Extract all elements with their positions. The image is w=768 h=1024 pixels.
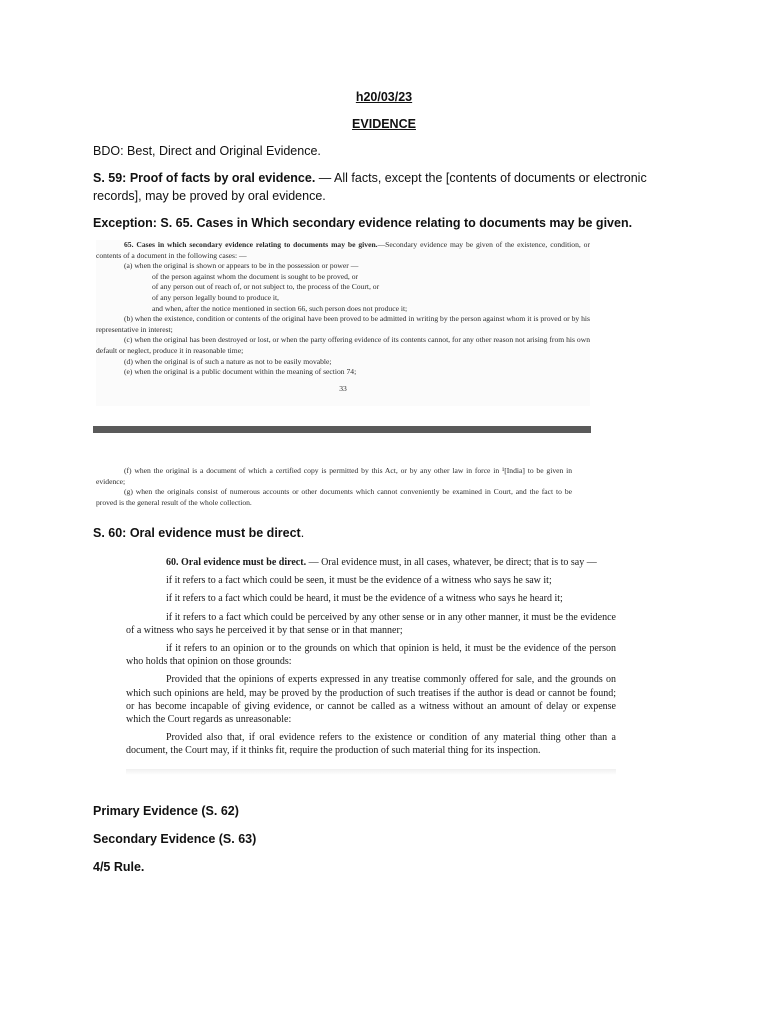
s59-paragraph <box>93 169 693 205</box>
exception-heading: Exception: S. 65. Cases in Which secondary evidence relating to documents may be given. <box>93 216 633 230</box>
s59-text: — All facts, except the [contents of documents or electronic records], may be proved by oral evidence. <box>93 171 647 203</box>
clause-g: (g) when the originals consist of numerous accounts or other documents which cannot conveniently be examined in Court, and the fact to be proved is the general result of the whole collection. <box>96 487 572 507</box>
s60-proviso-2: Provided also that, if oral evidence refers to the existence or condition of any material thing other than a document, the Court may, if it thinks fit, require the production of such material thing for its inspection. <box>126 732 616 757</box>
bdo-text: : Best, Direct and Original Evidence. <box>120 144 321 158</box>
s60-clause-1: if it refers to a fact which could be seen, it must be the evidence of a witness who says he saw it; <box>166 575 552 587</box>
secondary-evidence-line: Secondary Evidence (S. 63) <box>93 832 257 846</box>
page-break-divider <box>93 426 591 433</box>
clause-f: (f) when the original is a document of which a certified copy is permitted by this Act, or by any other law in force in ¹[India] to be given in evidence; <box>96 466 572 486</box>
clause-a: (a) when the original is shown or appears to be in the possession or power — <box>124 261 359 271</box>
clause-a1: of the person against whom the document is sought to be proved, or <box>152 271 359 281</box>
rule-line: 4/5 Rule. <box>93 860 145 874</box>
scan-bottom-edge <box>126 769 616 775</box>
scan-s60-title: 60. Oral evidence must be direct. <box>166 557 307 568</box>
clause-e: (e) when the original is a public document within the meaning of section 74; <box>124 367 357 377</box>
s59-title: S. 59: Proof of facts by oral evidence. <box>93 171 316 185</box>
scanned-excerpt-s65-continued <box>96 466 572 508</box>
primary-evidence-line: Primary Evidence (S. 62) <box>93 804 239 818</box>
s60-clause-4: if it refers to an opinion or to the grounds on which that opinion is held, it must be the evidence of the person who holds that opinion on those grounds: <box>126 643 616 668</box>
bdo-label: BDO <box>93 144 121 158</box>
s60-title: S. 60: Oral evidence must be direct <box>93 526 301 540</box>
s60-heading <box>93 524 693 542</box>
scan-page-number: 33 <box>339 383 347 393</box>
scan-s60-intro: — Oral evidence must, in all cases, whatever, be direct; that is to say — <box>306 557 597 568</box>
s60-clause-2: if it refers to a fact which could be heard, it must be the evidence of a witness who says he heard it; <box>166 593 563 605</box>
clause-d: (d) when the original is of such a nature as not to be easily movable; <box>124 356 332 366</box>
scan-s65-intro: —Secondary evidence may be given of the existence, condition, or contents of a document in the following cases: — <box>96 240 590 260</box>
clause-c: (c) when the original has been destroyed or lost, or when the party offering evidence of its contents cannot, for any other reason not arising from his own default or neglect, produce it in reasonable time; <box>96 335 590 355</box>
clause-a2: of any person out of reach of, or not subject to, the process of the Court, or <box>152 282 380 292</box>
s60-period: . <box>300 526 305 540</box>
s60-clause-3: if it refers to a fact which could be perceived by any other sense or in any other manner, it must be the evidence of a witness who says he perceived it by that sense or in that manner; <box>126 611 616 636</box>
clause-b: (b) when the existence, condition or contents of the original have been proved to be admitted in writing by the person against whom it is proved or by his representative in interest; <box>96 314 590 334</box>
clause-a4: and when, after the notice mentioned in section 66, such person does not produce it; <box>152 303 408 313</box>
s60-proviso-1: Provided that the opinions of experts expressed in any treatise commonly offered for sale, and the grounds on which such opinions are held, may be proved by the production of such treatises if the author is dead or cannot be found; or has become incapable of giving evidence, or cannot be called as a witness without an amount of delay or expense which the Court regards as unreasonable: <box>126 674 616 726</box>
page-title: EVIDENCE <box>352 117 416 131</box>
clause-a3: of any person legally bound to produce it, <box>152 292 279 302</box>
date-heading: h20/03/23 <box>355 90 413 104</box>
scanned-excerpt-s60 <box>126 556 616 763</box>
bdo-line <box>93 142 693 160</box>
scan-s65-title: 65. Cases in which secondary evidence relating to documents may be given. <box>124 240 378 249</box>
scanned-excerpt-s65 <box>96 240 590 406</box>
